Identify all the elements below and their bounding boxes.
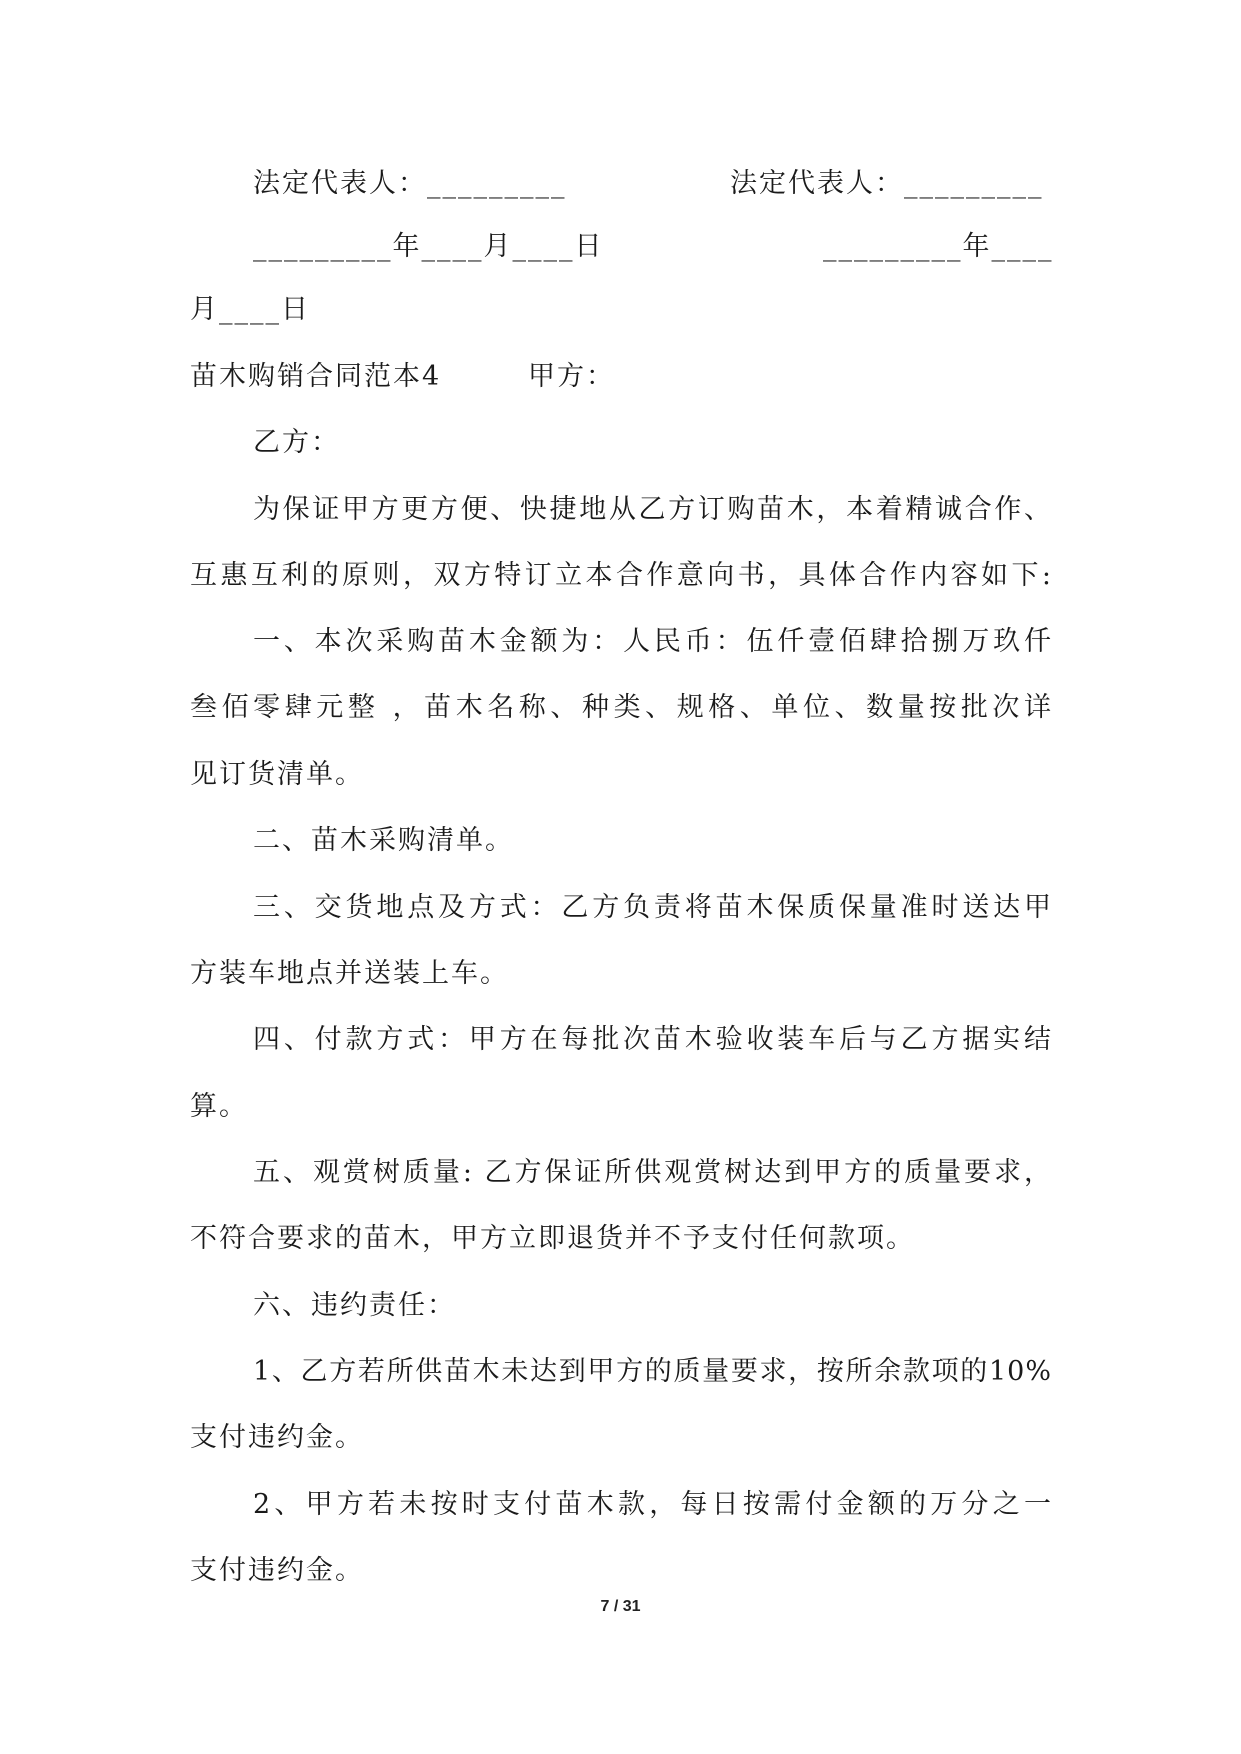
paragraph-line: 算。 [190,1091,248,1122]
paragraph-line: 互惠互利的原则，双方特订立本合作意向书，具体合作内容如下: [190,560,1052,591]
contract-title: 苗木购销合同范本4 [190,361,442,392]
signature-rep-row [0,164,1241,204]
paragraph-line: 一、本次采购苗木金额为：人民币：伍仟壹佰肆拾捌万玖仟 [253,626,1052,657]
paragraph-line: 四、付款方式：甲方在每批次苗木验收装车后与乙方据实结 [253,1024,1052,1055]
date-left: _________年____月____日 [253,231,604,262]
page-number: 7 / 31 [600,1598,641,1615]
party-a-label: 甲方： [528,361,615,392]
paragraph-line: 2、甲方若未按时支付苗木款，每日按需付金额的万分之一 [253,1489,1052,1520]
paragraph-line: 三、交货地点及方式：乙方负责将苗木保质保量准时送达甲 [253,892,1052,923]
paragraph-line: 五、观赏树质量: 乙方保证所供观赏树达到甲方的质量要求， [253,1157,1052,1188]
date-right-continuation: 月____日 [190,294,310,325]
paragraph-line: 六、违约责任： [253,1290,456,1321]
paragraph-line: 支付违约金。 [190,1555,364,1586]
party-b-label: 乙方： [253,427,340,458]
paragraph-line: 不符合要求的苗木，甲方立即退货并不予支付任何款项。 [190,1223,915,1254]
date-right: _________年____ [823,231,1054,262]
paragraph-line: 叁佰零肆元整 ，苗木名称、种类、规格、单位、数量按批次详 [190,692,1052,723]
paragraph-line: 二、苗木采购清单。 [253,825,514,856]
paragraph-line: 1、乙方若所供苗木未达到甲方的质量要求，按所余款项的10% [253,1356,1052,1387]
signature-date-row [0,227,1241,267]
paragraph-line: 支付违约金。 [190,1422,364,1453]
paragraph-line: 见订货清单。 [190,759,364,790]
paragraph-line: 为保证甲方更方便、快捷地从乙方订购苗木，本着精诚合作、 [253,494,1052,525]
legal-rep-left: 法定代表人：_________ [253,168,567,199]
paragraph-line: 方装车地点并送装上车。 [190,958,509,989]
contract-title-row [0,357,1241,397]
legal-rep-right: 法定代表人：_________ [730,168,1044,199]
